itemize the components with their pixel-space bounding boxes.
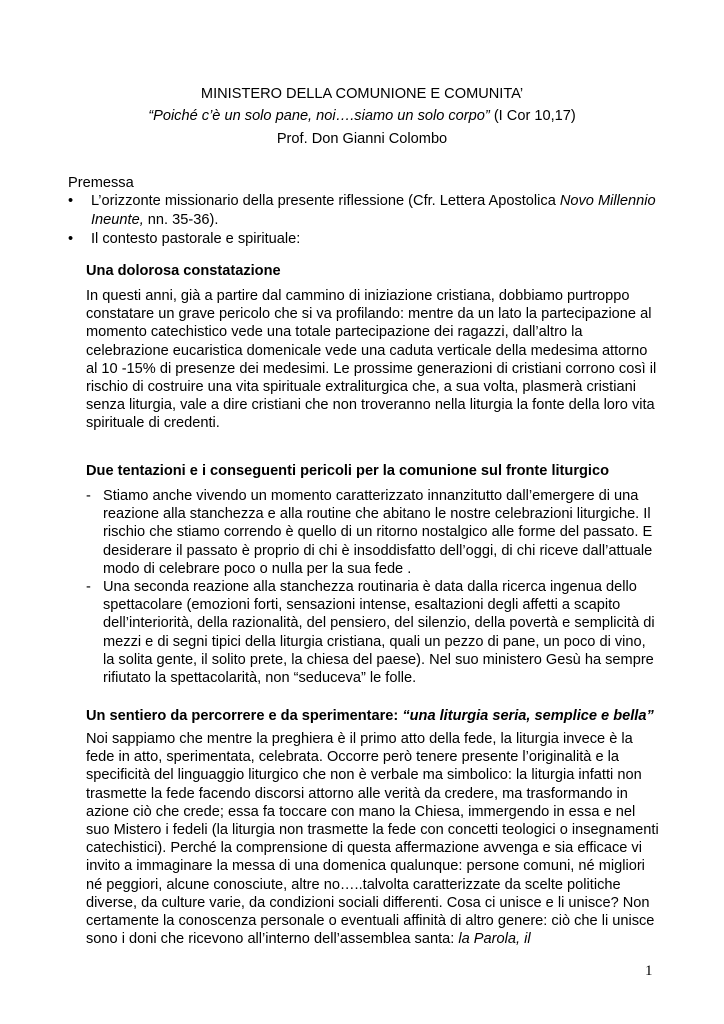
bullet-icon: • [68,193,74,209]
section-body-text: Noi sappiamo che mentre la preghiera è il primo atto della fede, la liturgia invece è la fede in atto, sperimentata, celebrata. Occorre però tenere presente l’originalità e la specificità del linguaggio liturgico che non è verbale ma simbolico: la liturgia infatti non trasmette la fede facendo discorsi attorno alle verità da credere, ma trasformando in azione ciò che crede; essa fa toccare con mano la Chiesa, immergendo in essa e nel suo Mistero i fedeli (la liturgia non trasmette la fede con concetti teologici o insegnamenti catechistici). Perché la comprensione di questa affermazione avvenga e sia efficace vi invito a immaginare la messa di una domenica qualunque: persone comuni, né migliori né peggiori, alcune conosciute, altre no…..talvolta caratterizzate da scelte politiche diverse, da culture varie, da condizioni sociali differenti. Cosa ci unisce e li unisce? Non certamente la conoscenza personale o eventuali affinità di altro genere: ciò che li unisce sono i doni che ricevono all’interno dell’assemblea santa: [86,731,659,948]
list-item [68,192,668,230]
dash-marker: - [86,488,91,504]
premessa-list [68,192,668,249]
list-item-text: Stiamo anche vivendo un momento caratterizzato innanzitutto dall’emergere di una reazione alla stanchezza e alla routine che abitano le nostre celebrazioni liturgiche. Il rischio che stiamo correndo è quello di un ritorno nostalgico alle forme del passato. E desiderare il passato è proprio di chi è insoddisfatto dell’oggi, di chi riceve dall’attuale modo di celebrare poco o nulla per la sua fede . [103,488,653,577]
bullet-text-b: nn. 35-36). [143,212,219,228]
document-author: Prof. Don Gianni Colombo [276,131,448,147]
section-title-constatazione: Una dolorosa constatazione [86,263,281,279]
bullet-text: Il contesto pastorale e spirituale: [91,231,301,247]
quote-reference: (I Cor 10,17) [489,108,576,124]
dash-marker: - [86,579,91,596]
section-body-sentiero [86,730,660,948]
bullet-icon: • [68,231,74,247]
list-item-text: Una seconda reazione alla stanchezza routinaria è data dalla ricerca ingenua dello spettacolare (emozioni forti, sensazioni intense, esaltazioni degli affetti a scapito dell’interiorità, della razionalità, del pensiero, del silenzio, della povertà e semplicità di mezzi e di segni tipici della liturgia cristiana, quali un pezzo di pane, un poco di vino, la solita gente, il solito prete, la chiesa del paese). Nel suo ministero Gesù ha sempre rifiutato la spettacolarità, non “seduceva” le folle. [103,579,655,687]
document-title: MINISTERO DELLA COMUNIONE E COMUNITA’ [200,86,524,102]
section-title-text: Un sentiero da percorrere e da sperimentare: [86,708,403,724]
list-item [68,230,668,249]
list-item [86,487,660,578]
premessa-heading: Premessa [68,175,134,191]
section-body-italic: la Parola, il [458,931,531,948]
list-item [86,578,660,687]
bullet-text-a: L’orizzonte missionario della presente riflessione (Cfr. Lettera Apostolica [91,193,560,209]
section-title-tentazioni: Due tentazioni e i conseguenti pericoli per la comunione sul fronte liturgico [86,463,610,479]
section-title-sentiero [86,706,654,726]
quote-text: “Poiché c’è un solo pane, noi….siamo un solo corpo” [148,108,490,124]
section-body-constatazione: In questi anni, già a partire dal cammino di iniziazione cristiana, dobbiamo purtroppo constatare un grave pericolo che si va profilando: mentre da un lato la partecipazione al momento catechistico vede una totale partecipazione dei ragazzi, dall’altro la celebrazione eucaristica domenicale vede una caduta verticale della medesima attorno al 10 -15% di presenze dei medesimi. Le prossime generazioni di cristiani corrono così il rischio di costruire una vita spirituale extraliturgica che, a sua volta, plasmerà cristiani senza liturgia, vale a dire cristiani che non troveranno nella liturgia la fonte della loro vita spirituale di credenti. [86,288,657,432]
page-number: 1 [645,963,653,979]
document-quote [0,105,724,127]
tentazioni-list [86,487,660,687]
bullet-text-italic: Novo Millennio Ineunte, [91,193,656,228]
section-title-italic: “una liturgia seria, semplice e bella” [402,708,654,724]
